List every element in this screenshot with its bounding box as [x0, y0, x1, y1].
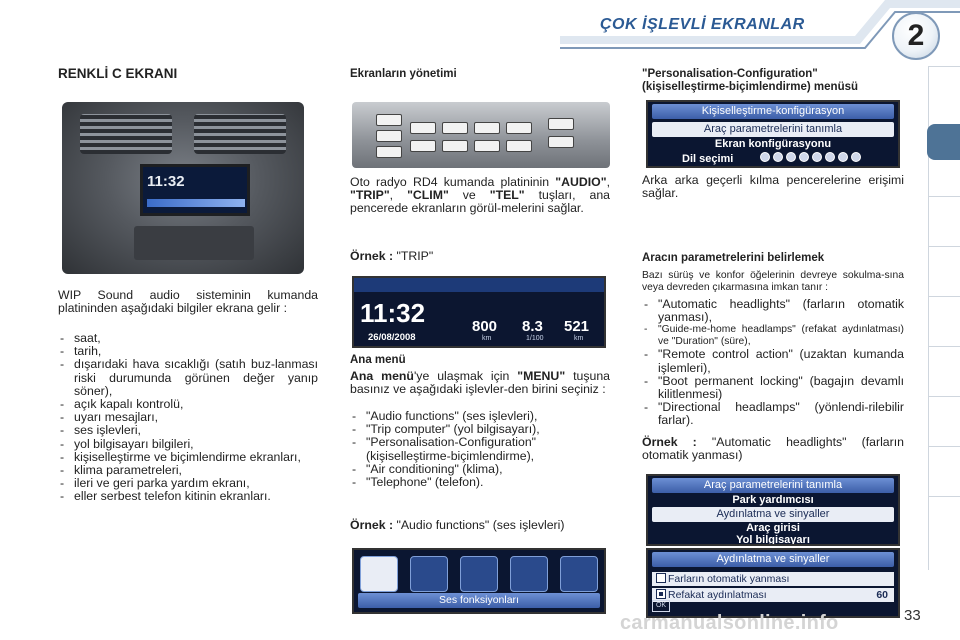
- menu-row-title: Aydınlatma ve sinyaller: [652, 552, 894, 567]
- ok-button: OK: [652, 600, 670, 612]
- section-title-renkli-c-ekrani: RENKLİ C EKRANI: [58, 66, 178, 81]
- trip-date: 26/08/2008: [368, 332, 416, 343]
- list-item: - ses işlevleri,: [58, 424, 318, 437]
- page-header-title: ÇOK İŞLEVLİ EKRANLAR: [600, 16, 805, 33]
- key-audio: "AUDIO": [555, 175, 607, 189]
- chapter-tab-5[interactable]: [929, 296, 960, 332]
- personalisation-title: "Personalisation-Configuration" (kişiselleştirme-biçimlendirme) menüsü: [642, 68, 859, 93]
- dashboard-photo: [62, 102, 304, 274]
- guide-me-home-row: Refakat aydınlatması 60: [652, 588, 894, 602]
- radio-button: [442, 140, 468, 152]
- list-item: - "Boot permanent locking" (bagajın devamlı kilitlenmesi): [642, 375, 904, 401]
- list-item: - ileri ve geri parka yardım ekranı,: [58, 477, 318, 490]
- list-item: - uyarı mesajları,: [58, 411, 318, 424]
- trip-value-1: 800: [472, 318, 498, 335]
- menu-row: Park yardımcısı: [732, 494, 814, 506]
- menu-row-selected: Aydınlatma ve sinyaller: [652, 507, 894, 522]
- list-item: - eller serbest telefon kitinin ekranları.: [58, 490, 318, 503]
- key-menu: "MENU": [517, 369, 566, 383]
- list-item: - "Automatic headlights" (farların otomatik yanması),: [642, 298, 904, 324]
- list-item: - "Audio functions" (ses işlevleri),: [350, 410, 610, 423]
- menu-row-title: Araç parametrelerini tanımla: [652, 478, 894, 493]
- list-item: - açık kapalı kontrolü,: [58, 398, 318, 411]
- flag-icon: [799, 152, 809, 162]
- chapter-number-badge: 2: [892, 12, 940, 60]
- chapter-tab-6[interactable]: [929, 346, 960, 382]
- flag-icon: [786, 152, 796, 162]
- chapter-tab-9[interactable]: [929, 496, 960, 532]
- main-menu-list: [350, 410, 610, 489]
- radio-button: [410, 140, 436, 152]
- radio-button: [506, 140, 532, 152]
- settings-icon: [460, 556, 498, 592]
- air-vent-left: [80, 114, 172, 154]
- personalisation-menu-screen: [646, 100, 900, 168]
- example-headlights: Örnek : "Automatic headlights" (farların otomatik yanması): [642, 435, 904, 463]
- page-number: 33: [904, 607, 921, 624]
- menu-row: Ekran konfigürasyonu: [714, 138, 832, 150]
- list-item: - "Telephone" (telefon).: [350, 476, 610, 489]
- chapter-tab-2-active[interactable]: [927, 124, 960, 160]
- menu-row-title: Kişiselleştirme-konfigürasyon: [652, 104, 894, 119]
- trip-value-3: 521: [564, 318, 590, 335]
- chapter-tab-8[interactable]: [929, 446, 960, 482]
- radio-button: [376, 146, 402, 158]
- flag-icon: [812, 152, 822, 162]
- list-item: - tarih,: [58, 345, 318, 358]
- auto-headlights-row: Farların otomatik yanması: [652, 572, 894, 586]
- trip-time: 11:32: [360, 298, 426, 328]
- vehicle-params-screen: [646, 474, 900, 546]
- menu-row: Yol bilgisayarı: [736, 534, 810, 546]
- lighting-signals-screen: [646, 548, 900, 618]
- radio-button: [376, 114, 402, 126]
- trip-unit-1: km: [482, 335, 492, 342]
- col2-description: Oto radyo RD4 kumanda platininin "AUDIO", "TRIP", "CLIM" ve "TEL" tuşları, ana pencerede ekranların görül-melerini sağlar.: [350, 175, 610, 216]
- list-item: - "Trip computer" (yol bilgisayarı),: [350, 423, 610, 436]
- trip-unit-2: 1/100: [526, 335, 544, 342]
- list-item: - "Remote control action" (uzaktan kumanda işlemleri),: [642, 348, 904, 374]
- radio-button: [442, 122, 468, 134]
- menu-row: Araç girisi: [746, 522, 800, 534]
- audio-icon: [360, 556, 398, 592]
- vehicle-params-intro: Bazı sürüş ve konfor öğelerinin devreye sokulma-sına veya devreden çıkarmasına imkan tanır :: [642, 270, 904, 293]
- language-flags: [760, 152, 861, 162]
- screen-top-bar: [354, 278, 604, 292]
- list-item: - yol bilgisayarı bilgileri,: [58, 438, 318, 451]
- auto-headlights-checkbox: [656, 573, 666, 583]
- list-item: - klima parametreleri,: [58, 464, 318, 477]
- chapter-tab-3[interactable]: [929, 196, 960, 232]
- list-item: - "Personalisation-Configuration" (kişiselleştirme-biçimlendirme),: [350, 436, 610, 462]
- radio-button: [474, 122, 500, 134]
- radio-control-panel-photo: [352, 102, 610, 168]
- radio-button: [474, 140, 500, 152]
- key-tel: "TEL": [489, 188, 525, 203]
- chapter-tab-7[interactable]: [929, 396, 960, 432]
- list-item: - "Guide-me-home headlamps" (refakat aydınlatması) ve "Duration" (süre),: [642, 324, 904, 348]
- guide-me-home-checkbox: [656, 589, 666, 599]
- vehicle-params-list: [642, 298, 904, 428]
- flag-icon: [760, 152, 770, 162]
- duration-seconds: 60: [876, 589, 888, 601]
- watermark: carmanualsonline.info: [620, 612, 839, 634]
- menu-row-selected: Araç parametrelerini tanımla: [652, 122, 894, 137]
- vehicle-params-title: Aracın parametrelerini belirlemek: [642, 252, 825, 264]
- flag-icon: [851, 152, 861, 162]
- flag-icon: [825, 152, 835, 162]
- example-trip: Örnek : "TRIP": [350, 249, 434, 263]
- radio-slot: [134, 226, 254, 260]
- key-trip: "TRIP": [350, 188, 390, 203]
- example-audio: Örnek : "Audio functions" (ses işlevleri): [350, 518, 565, 532]
- flag-icon: [773, 152, 783, 162]
- section-title-ekranlarin-yonetimi: Ekranların yönetimi: [350, 68, 457, 80]
- chapter-tab-4[interactable]: [929, 246, 960, 282]
- key-clim: "CLIM": [407, 188, 449, 203]
- radio-button: [548, 136, 574, 148]
- trip-value-2: 8.3: [522, 318, 543, 335]
- main-menu-title: Ana menü: [350, 354, 406, 366]
- main-menu-description: Ana menü'ye ulaşmak için "MENU" tuşuna basınız ve aşağıdaki işlevler-den birini seçiniz :: [350, 369, 610, 397]
- col1-info-list: [58, 332, 318, 504]
- display-bar: [147, 199, 245, 207]
- audio-screen-label: Ses fonksiyonları: [358, 593, 600, 608]
- display-clock: 11:32: [147, 173, 185, 190]
- trip-unit-3: km: [574, 335, 584, 342]
- audio-functions-screen: [352, 548, 606, 614]
- radio-button: [506, 122, 532, 134]
- col1-intro: WIP Sound audio sisteminin kumanda platininden aşağıdaki bilgiler ekrana gelir :: [58, 288, 318, 316]
- trip-computer-screen: [352, 276, 606, 348]
- col3-para1: Arka arka geçerli kılma pencerelerine erişimi sağlar.: [642, 173, 904, 201]
- list-item: - "Air conditioning" (klima),: [350, 463, 610, 476]
- radio-button: [548, 118, 574, 130]
- list-item: - "Directional headlamps" (yönlendi-rilebilir farlar).: [642, 401, 904, 427]
- flag-icon: [838, 152, 848, 162]
- chapter-tabs: [928, 66, 960, 570]
- trip-icon: [410, 556, 448, 592]
- color-display: [140, 164, 250, 216]
- list-item: - dışarıdaki hava sıcaklığı (satıh buz-lanması riski durumunda görünen değer yanıp söner),: [58, 358, 318, 398]
- phone-icon: [560, 556, 598, 592]
- climate-icon: [510, 556, 548, 592]
- chapter-tab-1[interactable]: [929, 66, 960, 102]
- radio-button: [376, 130, 402, 142]
- list-item: - saat,: [58, 332, 318, 345]
- air-vent-right: [194, 114, 286, 154]
- menu-row: Dil seçimi: [682, 153, 734, 165]
- radio-button: [410, 122, 436, 134]
- list-item: - kişiselleştirme ve biçimlendirme ekranları,: [58, 451, 318, 464]
